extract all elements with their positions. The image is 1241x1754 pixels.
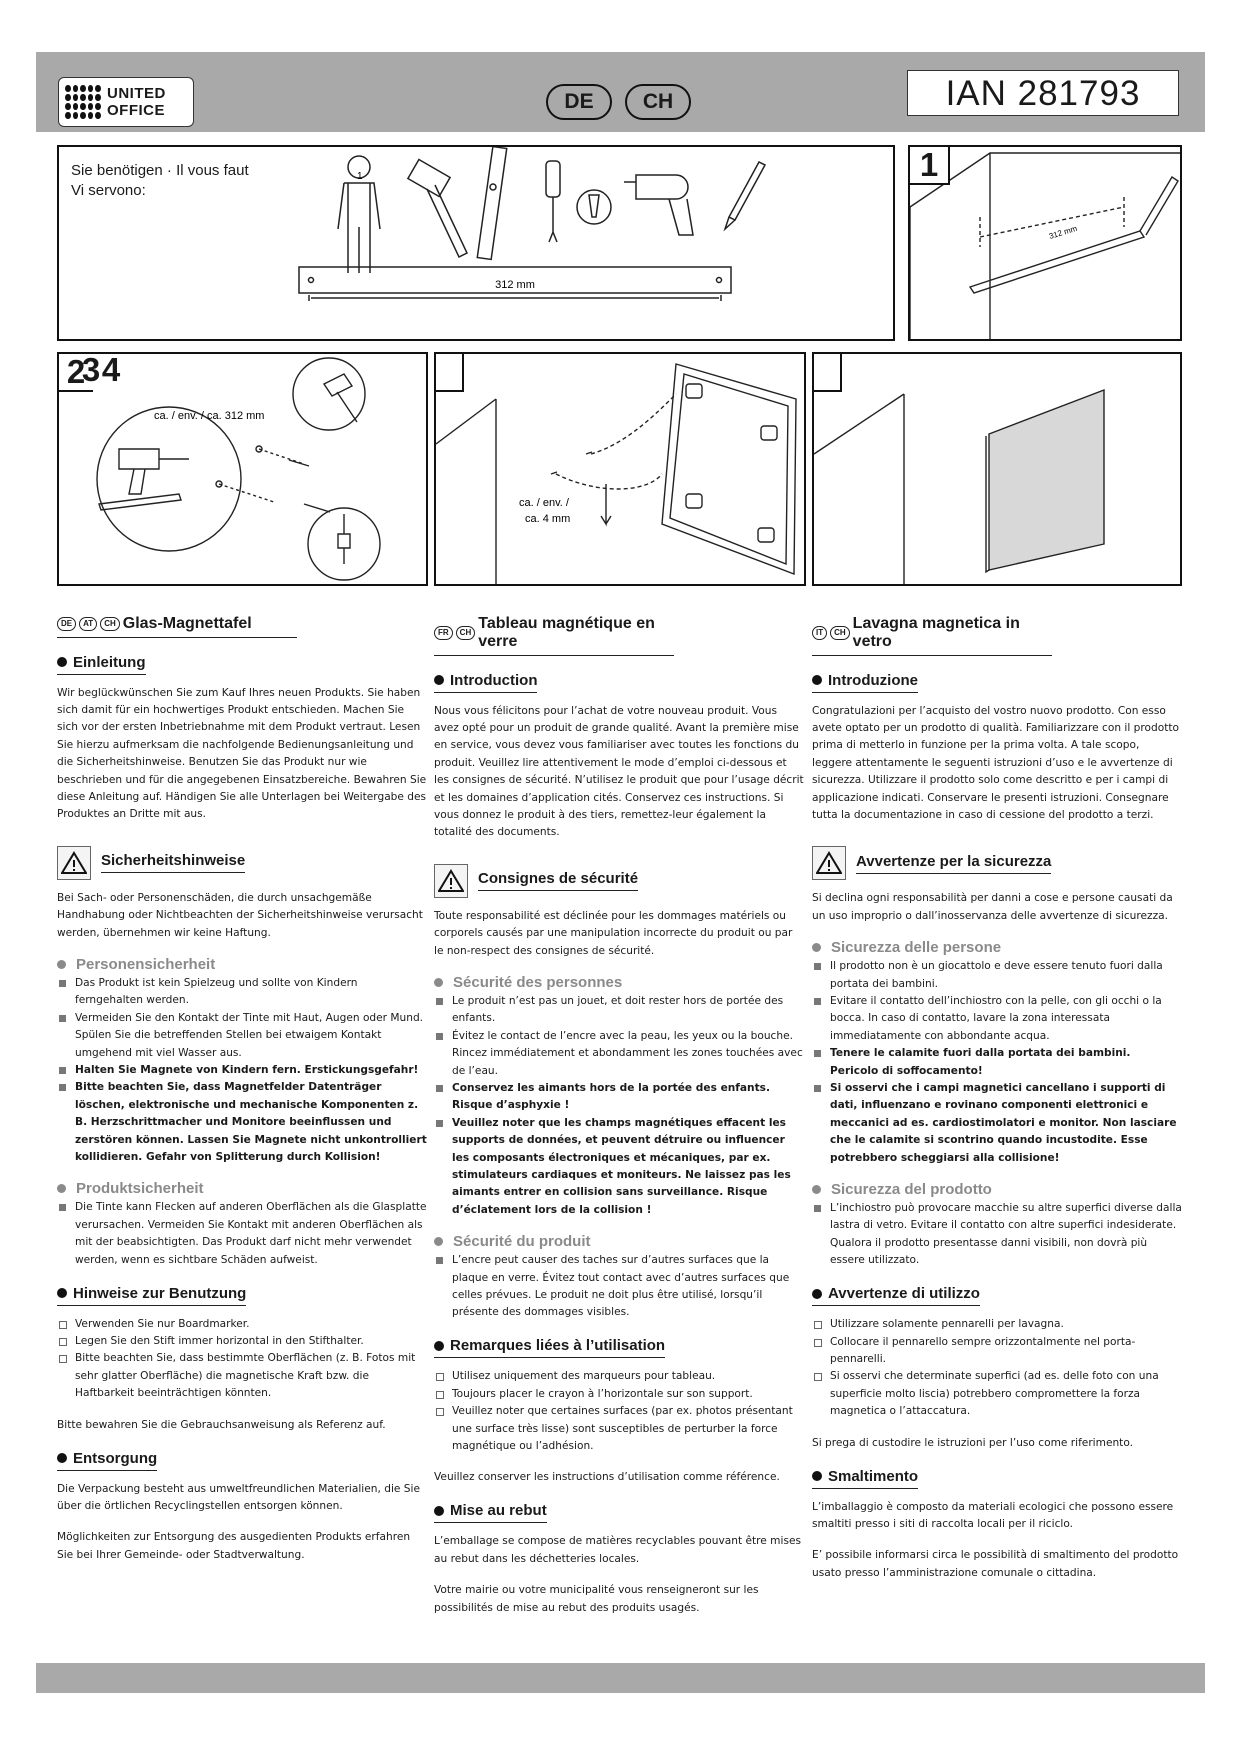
list-item: Conservez les aimants hors de la portée des enfants. Risque d’asphyxie ! bbox=[434, 1080, 804, 1115]
disposal-text-2-it: E’ possibile informarsi circa le possibilità di smaltimento del prodotto usato presso l’amministrazione comunale o cittadina. bbox=[812, 1549, 1179, 1579]
drilling-detail-circle bbox=[97, 407, 241, 551]
heading-disposal-de: Entsorgung bbox=[57, 1450, 157, 1471]
country-badge-ch: CH bbox=[625, 84, 691, 120]
list-item: Évitez le contact de l’encre avec la peau, les yeux ou la bouche. Rincez immédiatement et abondamment les zones touchées avec de l’eau. bbox=[434, 1028, 804, 1080]
list-item: Si osservi che i campi magnetici cancellano i supporti di dati, influenzano e rovinano componenti elettronici e meccanici ad es. cardiostimolatori e monitor. Non lasciare che le calamite si scontrino quando incustodite. Esse potrebbero scheggiarsi alla collisione! bbox=[812, 1080, 1182, 1167]
warning-triangle-icon bbox=[434, 864, 468, 898]
step-1-length-label: 312 mm bbox=[1047, 223, 1079, 241]
lang-badge-fr: FR bbox=[434, 626, 453, 640]
warning-triangle-icon bbox=[57, 846, 91, 880]
list-item: Bitte beachten Sie, dass bestimmte Oberflächen (z. B. Fotos mit sehr glatter Oberfläche) die magnetische Kraft bzw. die Haftbarkeit beeinträchtigen könnten. bbox=[57, 1350, 427, 1402]
step-3-number-box bbox=[434, 352, 464, 392]
list-item: Evitare il contatto dell’inchiostro con la pelle, con gli occhi o la bocca. In caso di contatto, lavare la zona interessata immediatamente con abbondante acqua. bbox=[812, 993, 1182, 1045]
tools-illustration bbox=[59, 147, 895, 341]
step-4-number-overlay: 4 bbox=[101, 351, 121, 388]
hammer-detail-circle bbox=[293, 358, 365, 430]
step-3-number-overlay: 3 bbox=[81, 351, 101, 388]
column-german bbox=[57, 615, 427, 1578]
list-item: Si osservi che determinate superfici (ad es. delle foto con una superficie molto liscia) potrebbero compromettere la forza magnetica o l’attaccatura. bbox=[812, 1368, 1182, 1420]
keep-text-de: Bitte bewahren Sie die Gebrauchsanweisung als Referenz auf. bbox=[57, 1418, 386, 1431]
list-item: Legen Sie den Stift immer horizontal in den Stifthalter. bbox=[57, 1333, 427, 1350]
lang-badge-it: IT bbox=[812, 626, 827, 640]
title-text-italian: Lavagna magnetica in vetro bbox=[852, 615, 1020, 650]
heading-product-safety-fr: Sécurité du produit bbox=[434, 1233, 804, 1250]
bullet-dot-icon bbox=[434, 675, 444, 685]
safety-text-it: Si declina ogni responsabilità per danni a cose e persone causati da un uso improprio o dall’inosservanza delle avvertenze di sicurezza. bbox=[812, 892, 1173, 922]
heading-person-safety-it: Sicurezza delle persone bbox=[812, 939, 1182, 956]
heading-intro-de: Einleitung bbox=[57, 654, 146, 675]
list-item: Il prodotto non è un giocattolo e deve essere tenuto fuori dalla portata dei bambini. bbox=[812, 958, 1182, 993]
lang-badge-ch: CH bbox=[456, 626, 476, 640]
heading-person-safety-fr: Sécurité des personnes bbox=[434, 974, 804, 991]
title-french bbox=[434, 615, 674, 656]
brand-line-2: OFFICE bbox=[107, 102, 165, 119]
list-item: Tenere le calamite fuori dalla portata dei bambini. Pericolo di soffocamento! bbox=[812, 1045, 1182, 1080]
heading-person-safety-de: Personensicherheit bbox=[57, 956, 427, 973]
disposal-text-1-de: Die Verpackung besteht aus umweltfreundlichen Materialien, die Sie über die örtlichen Recyclingstellen entsorgen können. bbox=[57, 1482, 420, 1512]
bullet-dot-icon bbox=[57, 1288, 67, 1298]
disposal-text-2-fr: Votre mairie ou votre municipalité vous renseigneront sur les possibilités de mise au rebut des produits usagés. bbox=[434, 1584, 759, 1614]
heading-intro-fr: Introduction bbox=[434, 672, 537, 693]
disposal-text-1-it: L’imballaggio è composto da materiali ecologici che possono essere smaltiti presso i siti di raccolta locali per il riciclo. bbox=[812, 1500, 1174, 1530]
mounted-board bbox=[989, 390, 1104, 570]
heading-usage-de: Hinweise zur Benutzung bbox=[57, 1285, 246, 1306]
heading-disposal-it: Smaltimento bbox=[812, 1468, 918, 1489]
drill-size-label-2: ca. 4 mm bbox=[525, 513, 571, 525]
distance-label: ca. / env. / ca. 312 mm bbox=[154, 410, 265, 422]
list-item: Das Produkt ist kein Spielzeug und sollte von Kindern ferngehalten werden. bbox=[57, 975, 427, 1010]
list-item: Toujours placer le crayon à l’horizontale sur son support. bbox=[434, 1386, 804, 1403]
list-item: Le produit n’est pas un jouet, et doit rester hors de portée des enfants. bbox=[434, 993, 804, 1028]
step-4-panel bbox=[812, 352, 1182, 586]
intro-text-it: Congratulazioni per l’acquisto del vostro nuovo prodotto. Con esso avete optato per un prodotto di qualità. Familiarizzare con il prodotto prima di metterlo in funzione per la prima volta. A tale scopo, leggere attentamente le seguenti istruzioni d’uso e le avvertenze di sicurezza. Utilizzare il prodotto solo come descritto e per i campi di applicazione indicati. Conservare le presenti istruzioni. Consegnare tutta la documentazione in caso di cessione del prodotto a terzi. bbox=[812, 704, 1179, 821]
ruler-length-label: 312 mm bbox=[495, 279, 535, 291]
spirit-level-icon bbox=[477, 147, 506, 259]
brand-line-1: UNITED bbox=[107, 85, 166, 102]
list-item: Veuillez noter que les champs magnétiques effacent les supports de données, et peuvent détruire ou influencer les composants électroniques et mécaniques, par ex. stimulateurs cardiaques et moniteurs. Ne laissez pas les aimants entrer en collision sans surveillance. Risque d’éclatement lors de la collision ! bbox=[434, 1115, 804, 1219]
heading-usage-it: Avvertenze di utilizzo bbox=[812, 1285, 980, 1306]
list-item: L’encre peut causer des taches sur d’autres surfaces que la plaque en verre. Évitez tout contact avec d’autres surfaces que celles prévues. Le produit ne doit plus être utilisé, lorsqu’il présente des dommages visibles. bbox=[434, 1252, 804, 1322]
person-safety-list-fr bbox=[434, 993, 804, 1219]
keep-text-it: Si prega di custodire le istruzioni per l’uso come riferimento. bbox=[812, 1436, 1133, 1449]
figure-number-label: 1 bbox=[357, 171, 363, 182]
bullet-dot-icon bbox=[57, 1453, 67, 1463]
pencil-icon bbox=[725, 162, 765, 229]
step-4-illustration bbox=[814, 354, 1182, 586]
lang-badge-ch: CH bbox=[100, 617, 120, 631]
step-1-illustration bbox=[910, 147, 1182, 341]
step-4-number-box bbox=[812, 352, 842, 392]
list-item: Utilisez uniquement des marqueurs pour tableau. bbox=[434, 1368, 804, 1385]
step-3-panel bbox=[434, 352, 806, 586]
step-3-illustration bbox=[436, 354, 806, 586]
screw-bit-icon bbox=[577, 190, 611, 224]
keep-text-fr: Veuillez conserver les instructions d’utilisation comme référence. bbox=[434, 1471, 780, 1484]
bullet-dot-icon bbox=[434, 1506, 444, 1516]
tools-needed-panel bbox=[57, 145, 895, 341]
brand-name bbox=[107, 85, 166, 119]
disposal-text-2-de: Möglichkeiten zur Entsorgung des ausgedienten Produkts erfahren Sie bei Ihrer Gemeinde- oder Stadtverwaltung. bbox=[57, 1531, 411, 1561]
heading-product-safety-it: Sicurezza del prodotto bbox=[812, 1181, 1182, 1198]
bullet-dot-icon bbox=[812, 675, 822, 685]
ian-number: IAN 281793 bbox=[907, 70, 1179, 116]
heading-safety-fr: Consignes de sécurité bbox=[434, 864, 804, 898]
hammer-icon bbox=[408, 159, 467, 257]
person-safety-list-it bbox=[812, 958, 1182, 1167]
bullet-dot-icon bbox=[57, 657, 67, 667]
warning-triangle-icon bbox=[812, 846, 846, 880]
usage-list-it bbox=[812, 1316, 1182, 1420]
heading-disposal-fr: Mise au rebut bbox=[434, 1502, 547, 1523]
product-safety-list-it bbox=[812, 1200, 1182, 1270]
list-item: Bitte beachten Sie, dass Magnetfelder Datenträger löschen, elektronische und mechanische Komponenten z. B. Herzschrittmacher und Monitore beeinflussen und zerstören können. Lassen Sie Magnete nicht unkontrolliert kollidieren. Gefahr von Splitterung durch Kollision! bbox=[57, 1079, 427, 1166]
bullet-dot-icon bbox=[434, 1341, 444, 1351]
lang-badge-at: AT bbox=[79, 617, 97, 631]
lang-badge-de: DE bbox=[57, 617, 76, 631]
bullet-dot-icon bbox=[812, 1289, 822, 1299]
heading-intro-it: Introduzione bbox=[812, 672, 918, 693]
product-safety-list-de bbox=[57, 1199, 427, 1269]
drill-size-label-1: ca. / env. / bbox=[519, 497, 569, 509]
lang-badge-ch: CH bbox=[830, 626, 850, 640]
list-item: Die Tinte kann Flecken auf anderen Oberflächen als die Glasplatte verursachen. Vermeiden Sie Kontakt mit anderen Oberflächen als mit der beabsichtigten. Das Produkt darf nicht mehr verwendet werden, wenn es sichtbare Schäden aufweist. bbox=[57, 1199, 427, 1269]
footer-band bbox=[36, 1663, 1205, 1693]
list-item: Halten Sie Magnete von Kindern fern. Erstickungsgefahr! bbox=[57, 1062, 427, 1079]
step-2-number: 2 bbox=[57, 352, 93, 392]
list-item: Utilizzare solamente pennarelli per lavagna. bbox=[812, 1316, 1182, 1333]
intro-text-fr: Nous vous félicitons pour l’achat de votre nouveau produit. Vous avez opté pour un produit de grande qualité. Avant la première mise en service, vous devez vous familiariser avec toutes les fonctions du produit. Veuillez lire attentivement le mode d’emploi ci-dessous et les consignes de sécurité. N’utilisez le produit que pour l’usage décrit et les domaines d’application cités. Conservez ces instructions. Si vous donnez le produit à des tiers, remettez-leur également la totalité des documents. bbox=[434, 704, 804, 839]
brand-logo bbox=[58, 77, 194, 127]
product-safety-list-fr bbox=[434, 1252, 804, 1322]
step-1-number: 1 bbox=[908, 145, 950, 185]
title-text-french: Tableau magnétique en verre bbox=[478, 615, 655, 650]
heading-safety-it: Avvertenze per la sicurezza bbox=[812, 846, 1182, 880]
list-item: Veuillez noter que certaines surfaces (par ex. photos présentant une surface très lisse) sont susceptibles de perturber la force magnétique ou l’adhésion. bbox=[434, 1403, 804, 1455]
bullet-dot-icon bbox=[812, 1471, 822, 1481]
heading-usage-fr: Remarques liées à l’utilisation bbox=[434, 1337, 665, 1358]
list-item: L’inchiostro può provocare macchie su altre superfici diverse dalla lastra di vetro. Evitare il contatto con altre superfici indesiderate. Qualora il prodotto presentasse danni visibili, non dovrà più essere utilizzato. bbox=[812, 1200, 1182, 1270]
usage-list-de bbox=[57, 1316, 427, 1403]
person-safety-list-de bbox=[57, 975, 427, 1166]
heading-product-safety-de: Produktsicherheit bbox=[57, 1180, 427, 1197]
column-italian bbox=[812, 615, 1182, 1596]
screwdriver-icon bbox=[546, 161, 560, 242]
list-item: Vermeiden Sie den Kontakt der Tinte mit Haut, Augen oder Mund. Spülen Sie die betreffenden Stellen bei etwaigem Kontakt umgehend mit viel Wasser aus. bbox=[57, 1010, 427, 1062]
heading-safety-de: Sicherheitshinweise bbox=[57, 846, 427, 880]
list-item: Verwenden Sie nur Boardmarker. bbox=[57, 1316, 427, 1333]
intro-text-de: Wir beglückwünschen Sie zum Kauf Ihres neuen Produkts. Sie haben sich damit für ein hochwertiges Produkt entschieden. Machen Sie sich vor der ersten Inbetriebnahme mit dem Produkt vertraut. Lesen Sie hierzu aufmerksam die nachfolgende Bedienungsanleitung und die Sicherheitshinweise. Benutzen Sie das Produkt nur wie beschrieben und für die angegebenen Einsatzbereiche. Bewahren Sie diese Anleitung auf. Händigen Sie alle Unterlagen bei Weitergabe des Produktes an Dritte mit aus. bbox=[57, 686, 427, 821]
safety-text-de: Bei Sach- oder Personenschäden, die durch unsachgemäße Handhabung oder Nichtbeachten der Sicherheitshinweise verursacht werden, übernehmen wir keine Haftung. bbox=[57, 891, 423, 939]
list-item: Collocare il pennarello sempre orizzontalmente nel porta-pennarelli. bbox=[812, 1334, 1182, 1369]
usage-list-fr bbox=[434, 1368, 804, 1455]
column-french bbox=[434, 615, 804, 1631]
disposal-text-1-fr: L’emballage se compose de matières recyclables pouvant être mises au rebut dans les déchetteries locales. bbox=[434, 1535, 801, 1565]
tools-needed-line-1: Sie benötigen · Il vous faut bbox=[71, 162, 249, 179]
title-german bbox=[57, 615, 297, 638]
title-text-german: Glas-Magnettafel bbox=[122, 615, 252, 632]
country-badge-de: DE bbox=[546, 84, 612, 120]
drill-icon bbox=[624, 175, 693, 235]
safety-text-fr: Toute responsabilité est déclinée pour les dommages matériels ou corporels causés par une manipulation incorrecte du produit ou par le non-respect des consignes de sécurité. bbox=[434, 909, 793, 957]
logo-dots-icon bbox=[65, 85, 101, 119]
title-italian bbox=[812, 615, 1052, 656]
tools-needed-line-2: Vi servono: bbox=[71, 182, 146, 199]
